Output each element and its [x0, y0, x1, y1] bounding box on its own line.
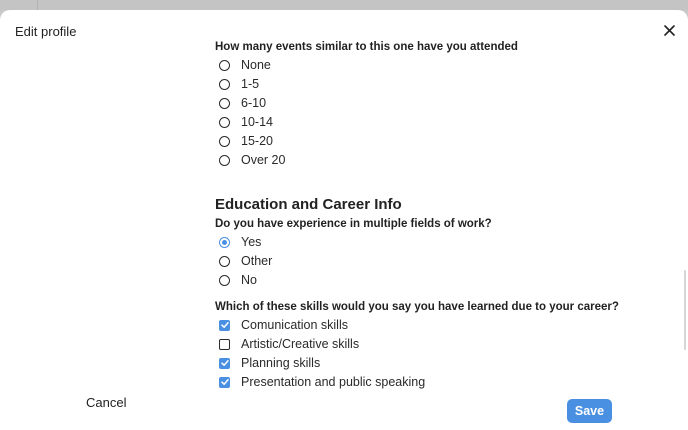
checkbox-option-artistic[interactable]	[219, 337, 359, 351]
checkbox-checked[interactable]	[219, 320, 230, 331]
option-label: Planning skills	[241, 356, 321, 370]
close-icon	[664, 25, 675, 36]
option-label: Artistic/Creative skills	[241, 337, 360, 351]
option-label: 15-20	[241, 134, 273, 148]
checkbox-checked[interactable]	[219, 377, 230, 388]
option-label: Yes	[241, 235, 262, 249]
radio-button-selected[interactable]	[219, 237, 230, 248]
modal-title: Edit profile	[15, 24, 77, 39]
skills-question-label: Which of these skills would you say you have learned due to your career?	[215, 301, 619, 313]
radio-option-15-20[interactable]	[219, 134, 273, 148]
check-icon	[221, 378, 229, 386]
backdrop-divider	[37, 0, 38, 10]
option-label: 1-5	[241, 77, 260, 91]
option-label: 6-10	[241, 96, 267, 110]
checkbox-checked[interactable]	[219, 358, 230, 369]
page-backdrop	[0, 0, 688, 10]
radio-option-other[interactable]	[219, 254, 272, 268]
check-icon	[221, 359, 229, 367]
radio-option-over-20[interactable]	[219, 153, 285, 167]
save-button[interactable]: Save	[567, 399, 612, 423]
radio-option-no[interactable]	[219, 273, 257, 287]
radio-button[interactable]	[219, 60, 230, 71]
checkbox-option-presentation[interactable]	[219, 375, 425, 389]
edit-profile-modal	[0, 10, 688, 430]
option-label: None	[241, 58, 271, 72]
option-label: Other	[241, 254, 273, 268]
radio-button[interactable]	[219, 155, 230, 166]
fields-question-label: Do you have experience in multiple fields of work?	[215, 218, 492, 230]
radio-option-10-14[interactable]	[219, 115, 273, 129]
option-label: Over 20	[241, 153, 286, 167]
check-icon	[221, 321, 229, 329]
radio-button[interactable]	[219, 136, 230, 147]
checkbox-option-planning[interactable]	[219, 356, 320, 370]
radio-option-1-5[interactable]	[219, 77, 259, 91]
scrollbar[interactable]	[684, 270, 686, 350]
radio-option-none[interactable]	[219, 58, 271, 72]
checkbox-option-communication[interactable]	[219, 318, 348, 332]
radio-button[interactable]	[219, 275, 230, 286]
radio-option-6-10[interactable]	[219, 96, 266, 110]
cancel-button[interactable]: Cancel	[86, 395, 127, 410]
section-title-education: Education and Career Info	[215, 196, 402, 213]
events-question-label: How many events similar to this one have you attended	[215, 41, 518, 53]
checkbox[interactable]	[219, 339, 230, 350]
radio-button[interactable]	[219, 98, 230, 109]
radio-button[interactable]	[219, 117, 230, 128]
radio-button[interactable]	[219, 79, 230, 90]
option-label: No	[241, 273, 257, 287]
option-label: 10-14	[241, 115, 273, 129]
radio-button[interactable]	[219, 256, 230, 267]
option-label: Presentation and public speaking	[241, 375, 426, 389]
radio-option-yes[interactable]	[219, 235, 261, 249]
option-label: Comunication skills	[241, 318, 348, 332]
close-button[interactable]	[660, 21, 678, 39]
